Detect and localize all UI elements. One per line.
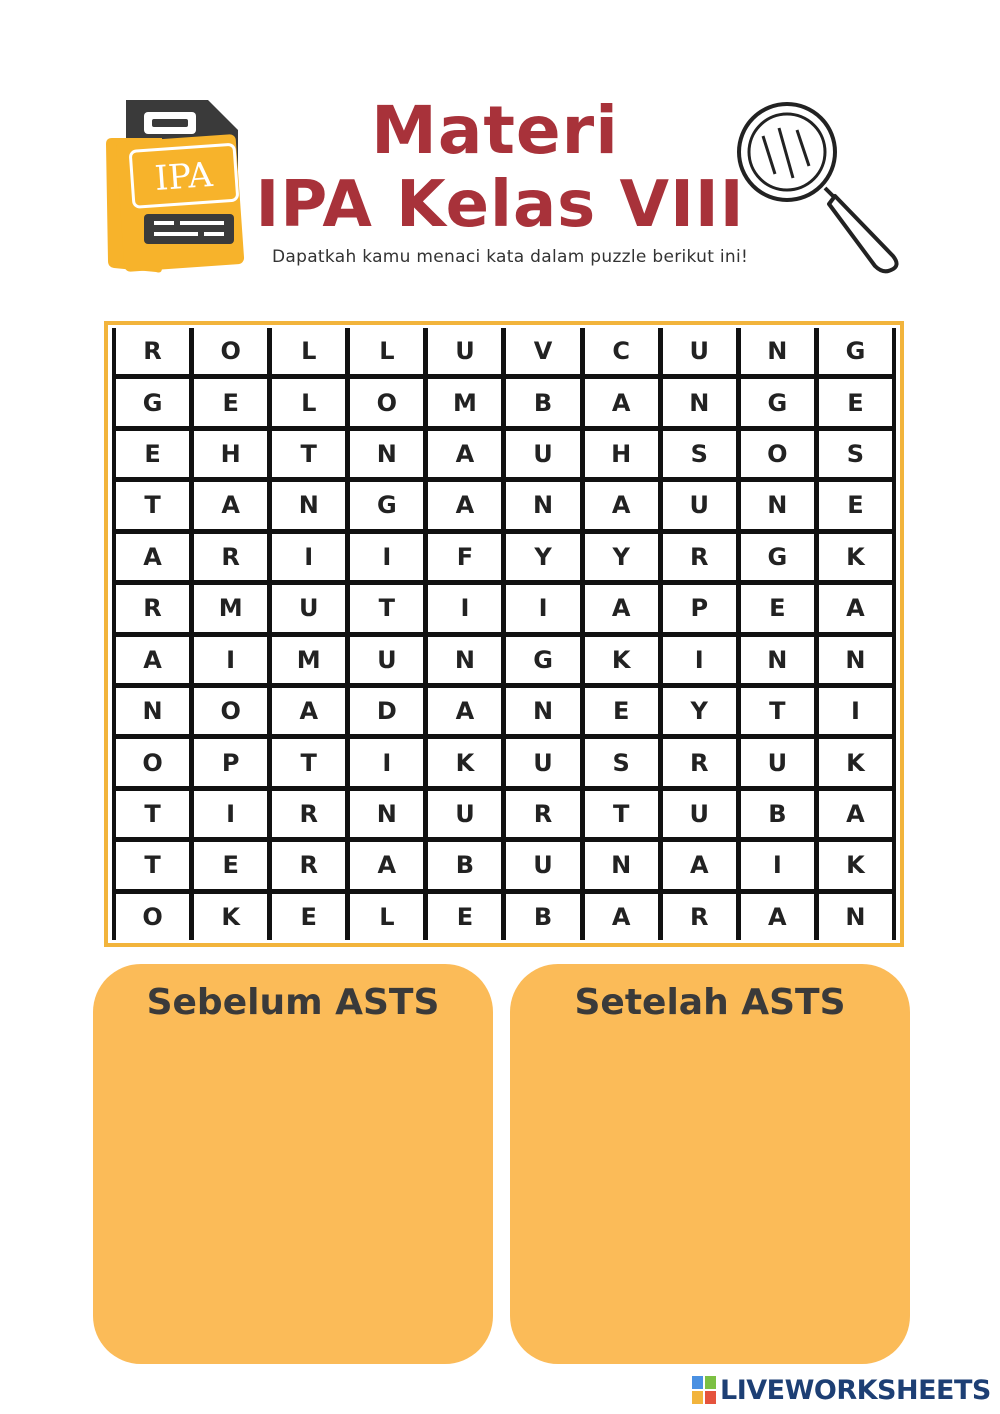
puzzle-cell[interactable]: A (819, 585, 892, 631)
puzzle-cell[interactable]: I (819, 688, 892, 734)
puzzle-cell[interactable]: R (506, 791, 579, 837)
puzzle-cell[interactable]: U (350, 637, 423, 683)
puzzle-cell[interactable]: L (272, 379, 345, 425)
puzzle-cell[interactable]: R (194, 534, 267, 580)
puzzle-cell[interactable]: O (194, 328, 267, 374)
letter-grid (112, 328, 896, 940)
puzzle-cell[interactable]: E (741, 585, 814, 631)
puzzle-cell[interactable]: T (741, 688, 814, 734)
page-title-line1: Materi (371, 92, 619, 169)
puzzle-cell[interactable]: A (585, 894, 658, 940)
puzzle-cell[interactable]: I (663, 637, 736, 683)
puzzle-cell[interactable]: K (819, 534, 892, 580)
puzzle-cell[interactable]: A (428, 482, 501, 528)
puzzle-cell[interactable]: T (272, 431, 345, 477)
puzzle-cell[interactable]: O (194, 688, 267, 734)
puzzle-cell[interactable]: I (194, 791, 267, 837)
puzzle-cell[interactable]: B (506, 894, 579, 940)
puzzle-cell[interactable]: A (116, 637, 189, 683)
puzzle-cell[interactable]: V (506, 328, 579, 374)
puzzle-cell[interactable]: T (116, 791, 189, 837)
puzzle-cell[interactable]: R (663, 894, 736, 940)
puzzle-cell[interactable]: O (116, 894, 189, 940)
liveworksheets-logo (692, 1374, 992, 1406)
puzzle-cell[interactable]: H (585, 431, 658, 477)
puzzle-cell[interactable]: A (428, 688, 501, 734)
puzzle-cell[interactable]: I (350, 534, 423, 580)
puzzle-cell[interactable]: I (506, 585, 579, 631)
puzzle-cell[interactable]: N (116, 688, 189, 734)
puzzle-cell[interactable]: L (350, 894, 423, 940)
page-title-line2: IPA Kelas VIII (255, 168, 745, 242)
puzzle-cell[interactable]: I (272, 534, 345, 580)
puzzle-cell[interactable]: N (585, 842, 658, 888)
puzzle-cell[interactable]: U (428, 791, 501, 837)
puzzle-cell[interactable]: M (194, 585, 267, 631)
puzzle-cell[interactable]: S (585, 739, 658, 785)
puzzle-cell[interactable]: A (741, 894, 814, 940)
puzzle-cell[interactable]: C (585, 328, 658, 374)
puzzle-cell[interactable]: A (819, 791, 892, 837)
puzzle-cell[interactable]: K (194, 894, 267, 940)
puzzle-cell[interactable]: N (819, 637, 892, 683)
puzzle-cell[interactable]: D (350, 688, 423, 734)
puzzle-cell[interactable]: L (272, 328, 345, 374)
puzzle-cell[interactable]: O (350, 379, 423, 425)
puzzle-cell[interactable]: Y (506, 534, 579, 580)
puzzle-cell[interactable]: A (350, 842, 423, 888)
puzzle-cell[interactable]: B (428, 842, 501, 888)
ipa-icon-label: IPA (153, 155, 214, 199)
puzzle-cell[interactable]: T (585, 791, 658, 837)
puzzle-cell[interactable]: P (194, 739, 267, 785)
puzzle-cell[interactable]: U (663, 328, 736, 374)
puzzle-cell[interactable]: A (116, 534, 189, 580)
liveworksheets-badge-icon (692, 1376, 716, 1404)
puzzle-cell[interactable]: U (506, 842, 579, 888)
puzzle-cell[interactable]: R (663, 534, 736, 580)
puzzle-cell[interactable]: N (272, 482, 345, 528)
puzzle-cell[interactable]: U (506, 431, 579, 477)
puzzle-cell[interactable]: N (506, 482, 579, 528)
puzzle-cell[interactable]: U (663, 791, 736, 837)
instructions-text: Dapatkah kamu menaci kata dalam puzzle berikut ini! (272, 247, 749, 267)
puzzle-cell[interactable]: H (194, 431, 267, 477)
puzzle-cell[interactable]: R (116, 328, 189, 374)
puzzle-cell[interactable]: U (741, 739, 814, 785)
puzzle-cell[interactable]: P (663, 585, 736, 631)
puzzle-cell[interactable]: U (428, 328, 501, 374)
puzzle-cell[interactable]: G (741, 534, 814, 580)
puzzle-cell[interactable]: R (272, 842, 345, 888)
puzzle-cell[interactable]: R (272, 791, 345, 837)
puzzle-cell[interactable]: N (506, 688, 579, 734)
puzzle-cell[interactable]: I (741, 842, 814, 888)
puzzle-cell[interactable]: M (428, 379, 501, 425)
puzzle-cell[interactable]: B (741, 791, 814, 837)
puzzle-cell[interactable]: A (585, 585, 658, 631)
puzzle-cell[interactable]: F (428, 534, 501, 580)
puzzle-cell[interactable]: N (350, 431, 423, 477)
puzzle-cell[interactable]: E (272, 894, 345, 940)
puzzle-cell[interactable]: A (272, 688, 345, 734)
puzzle-cell[interactable]: N (663, 379, 736, 425)
before-asts-box[interactable] (93, 964, 493, 1364)
puzzle-cell[interactable]: N (350, 791, 423, 837)
puzzle-cell[interactable]: Y (585, 534, 658, 580)
puzzle-cell[interactable]: E (585, 688, 658, 734)
puzzle-cell[interactable]: G (506, 637, 579, 683)
puzzle-cell[interactable]: N (819, 894, 892, 940)
puzzle-cell[interactable]: K (428, 739, 501, 785)
puzzle-cell[interactable]: I (194, 637, 267, 683)
magnifying-glass-icon (735, 100, 910, 280)
puzzle-cell[interactable]: E (819, 482, 892, 528)
puzzle-cell[interactable]: U (506, 739, 579, 785)
puzzle-cell[interactable]: G (350, 482, 423, 528)
puzzle-cell[interactable]: T (272, 739, 345, 785)
puzzle-cell[interactable]: I (428, 585, 501, 631)
puzzle-cell[interactable]: S (663, 431, 736, 477)
puzzle-cell[interactable]: G (116, 379, 189, 425)
puzzle-cell[interactable]: K (819, 739, 892, 785)
puzzle-cell[interactable]: L (350, 328, 423, 374)
puzzle-cell[interactable]: I (350, 739, 423, 785)
puzzle-cell[interactable]: E (428, 894, 501, 940)
puzzle-cell[interactable]: N (428, 637, 501, 683)
puzzle-cell[interactable]: A (663, 842, 736, 888)
puzzle-cell[interactable]: T (350, 585, 423, 631)
puzzle-cell[interactable]: G (741, 379, 814, 425)
puzzle-cell[interactable]: A (585, 482, 658, 528)
puzzle-cell[interactable]: T (116, 842, 189, 888)
puzzle-cell[interactable]: Y (663, 688, 736, 734)
puzzle-cell[interactable]: E (194, 379, 267, 425)
puzzle-cell[interactable]: G (819, 328, 892, 374)
before-asts-label: Sebelum ASTS (146, 982, 440, 1023)
puzzle-cell[interactable]: R (116, 585, 189, 631)
after-asts-label: Setelah ASTS (574, 982, 846, 1023)
puzzle-cell[interactable]: A (194, 482, 267, 528)
puzzle-cell[interactable]: O (741, 431, 814, 477)
puzzle-cell[interactable]: E (819, 379, 892, 425)
puzzle-cell[interactable]: B (506, 379, 579, 425)
puzzle-cell[interactable]: S (819, 431, 892, 477)
puzzle-cell[interactable]: R (663, 739, 736, 785)
puzzle-cell[interactable]: K (585, 637, 658, 683)
puzzle-cell[interactable]: A (585, 379, 658, 425)
puzzle-cell[interactable]: U (272, 585, 345, 631)
puzzle-cell[interactable]: N (741, 328, 814, 374)
puzzle-cell[interactable]: N (741, 482, 814, 528)
puzzle-cell[interactable]: U (663, 482, 736, 528)
puzzle-cell[interactable]: M (272, 637, 345, 683)
puzzle-cell[interactable]: N (741, 637, 814, 683)
puzzle-cell[interactable]: T (116, 482, 189, 528)
puzzle-cell[interactable]: A (428, 431, 501, 477)
word-search-puzzle (104, 321, 904, 947)
after-asts-box[interactable] (510, 964, 910, 1364)
puzzle-cell[interactable]: E (194, 842, 267, 888)
puzzle-cell[interactable]: K (819, 842, 892, 888)
puzzle-cell[interactable]: O (116, 739, 189, 785)
liveworksheets-logo-text: LIVEWORKSHEETS (720, 1374, 991, 1406)
puzzle-cell[interactable]: E (116, 431, 189, 477)
